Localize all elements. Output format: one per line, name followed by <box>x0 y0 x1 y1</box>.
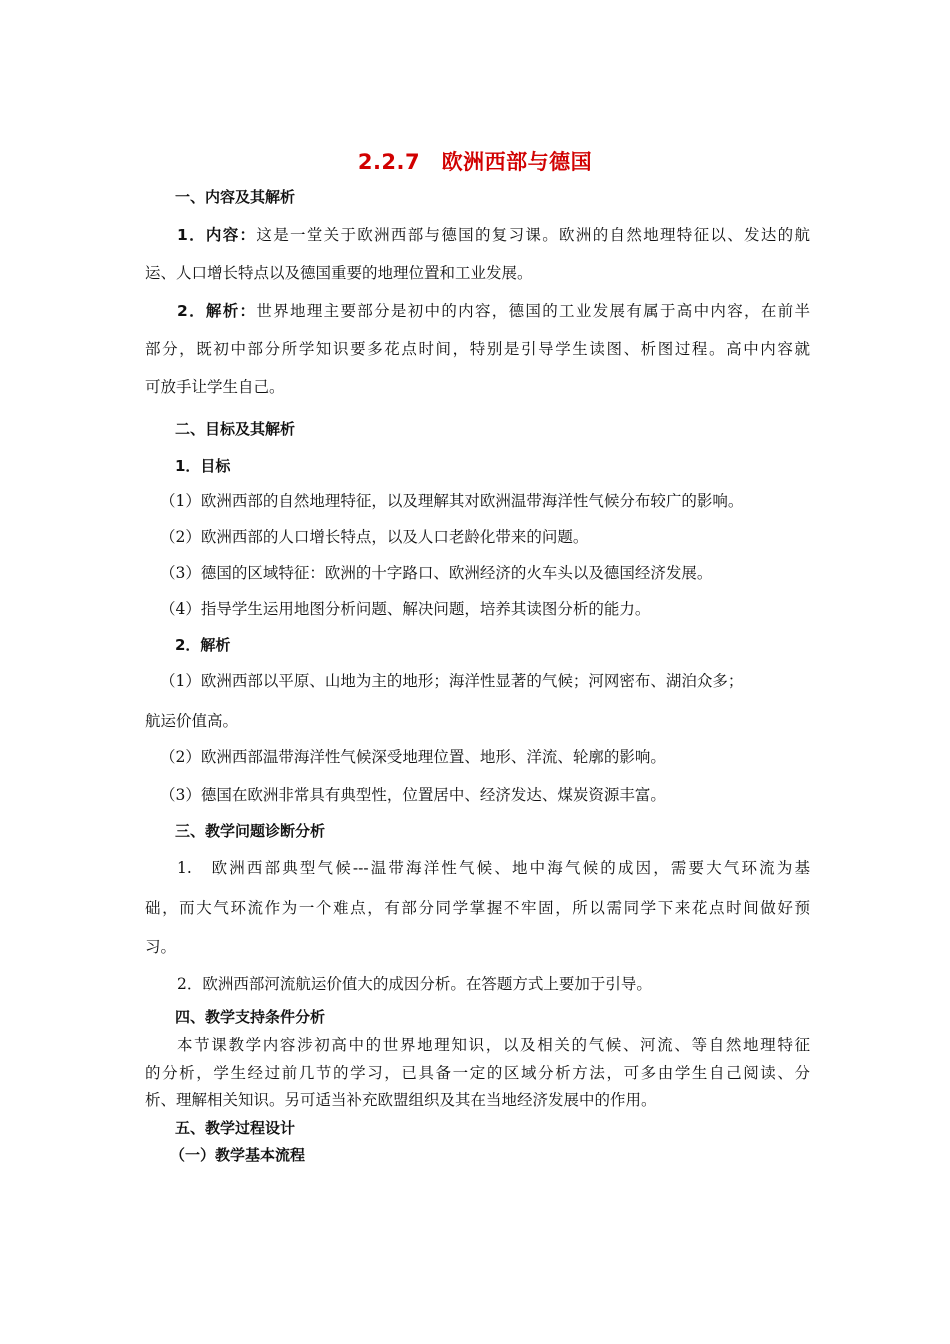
goals-subheading: 1．目标 <box>175 457 231 475</box>
document-title: 2.2.7 欧洲西部与德国 <box>357 150 593 174</box>
section-5-heading: 五、教学过程设计 <box>175 1119 296 1137</box>
content-label: 1．内容： <box>177 226 257 244</box>
analysis-paragraph-line-2: 部分，既初中部分所学知识要多花点时间，特别是引导学生读图、析图过程。高中内容就 <box>145 340 810 358</box>
diagnosis-paragraph-1-line-3: 习。 <box>145 938 177 956</box>
diagnosis-paragraph-1-line-2: 础，而大气环流作为一个难点，有部分同学掌握不牢固，所以需同学下来花点时间做好预 <box>145 899 810 917</box>
content-text: 这是一堂关于欧洲西部与德国的复习课。欧洲的自然地理特征以、发达的航 <box>256 226 810 244</box>
support-paragraph-line-3: 析、理解相关知识。另可适当补充欧盟组织及其在当地经济发展中的作用。 <box>145 1091 657 1109</box>
analysis-paragraph-line-3: 可放手让学生自己。 <box>145 378 285 396</box>
content-paragraph-line-2: 运、人口增长特点以及德国重要的地理位置和工业发展。 <box>145 264 533 282</box>
analysis-item-1-line-2: 航运价值高。 <box>145 712 239 730</box>
support-paragraph-line-1: 本节课教学内容涉初高中的世界地理知识，以及相关的气候、河流、等自然地理特征 <box>177 1036 810 1054</box>
analysis-paragraph-line-1 <box>177 300 810 322</box>
goal-item-4: （4）指导学生运用地图分析问题、解决问题，培养其读图分析的能力。 <box>160 600 651 618</box>
process-subheading: （一）教学基本流程 <box>170 1146 306 1164</box>
analysis-item-3: （3）德国在欧洲非常具有典型性，位置居中、经济发达、煤炭资源丰富。 <box>160 786 666 804</box>
goal-item-2: （2）欧洲西部的人口增长特点，以及人口老龄化带来的问题。 <box>160 528 589 546</box>
section-2-heading: 二、目标及其解析 <box>175 420 296 438</box>
analysis-subheading: 2．解析 <box>175 636 231 654</box>
diagnosis-paragraph-1-line-1: 1. 欧洲西部典型气候---温带海洋性气候、地中海气候的成因，需要大气环流为基 <box>177 859 810 877</box>
analysis-text: 世界地理主要部分是初中的内容，德国的工业发展有属于高中内容，在前半 <box>256 302 810 320</box>
diagnosis-paragraph-2: 2．欧洲西部河流航运价值大的成因分析。在答题方式上要加于引导。 <box>177 975 652 993</box>
support-paragraph-line-2: 的分析，学生经过前几节的学习，已具备一定的区域分析方法，可多由学生自己阅读、分 <box>145 1064 810 1082</box>
section-4-heading: 四、教学支持条件分析 <box>175 1008 326 1026</box>
content-paragraph-line-1 <box>177 224 810 246</box>
analysis-item-2: （2）欧洲西部温带海洋性气候深受地理位置、地形、洋流、轮廓的影响。 <box>160 748 666 766</box>
section-3-heading: 三、教学问题诊断分析 <box>175 822 326 840</box>
analysis-item-1-line-1: （1）欧洲西部以平原、山地为主的地形；海洋性显著的气候；河网密布、湖泊众多； <box>160 672 744 690</box>
section-1-heading: 一、内容及其解析 <box>175 188 296 206</box>
goal-item-1: （1）欧洲西部的自然地理特征，以及理解其对欧洲温带海洋性气候分布较广的影响。 <box>160 492 744 510</box>
analysis-label: 2．解析： <box>177 302 257 320</box>
goal-item-3: （3）德国的区域特征：欧洲的十字路口、欧洲经济的火车头以及德国经济发展。 <box>160 564 713 582</box>
